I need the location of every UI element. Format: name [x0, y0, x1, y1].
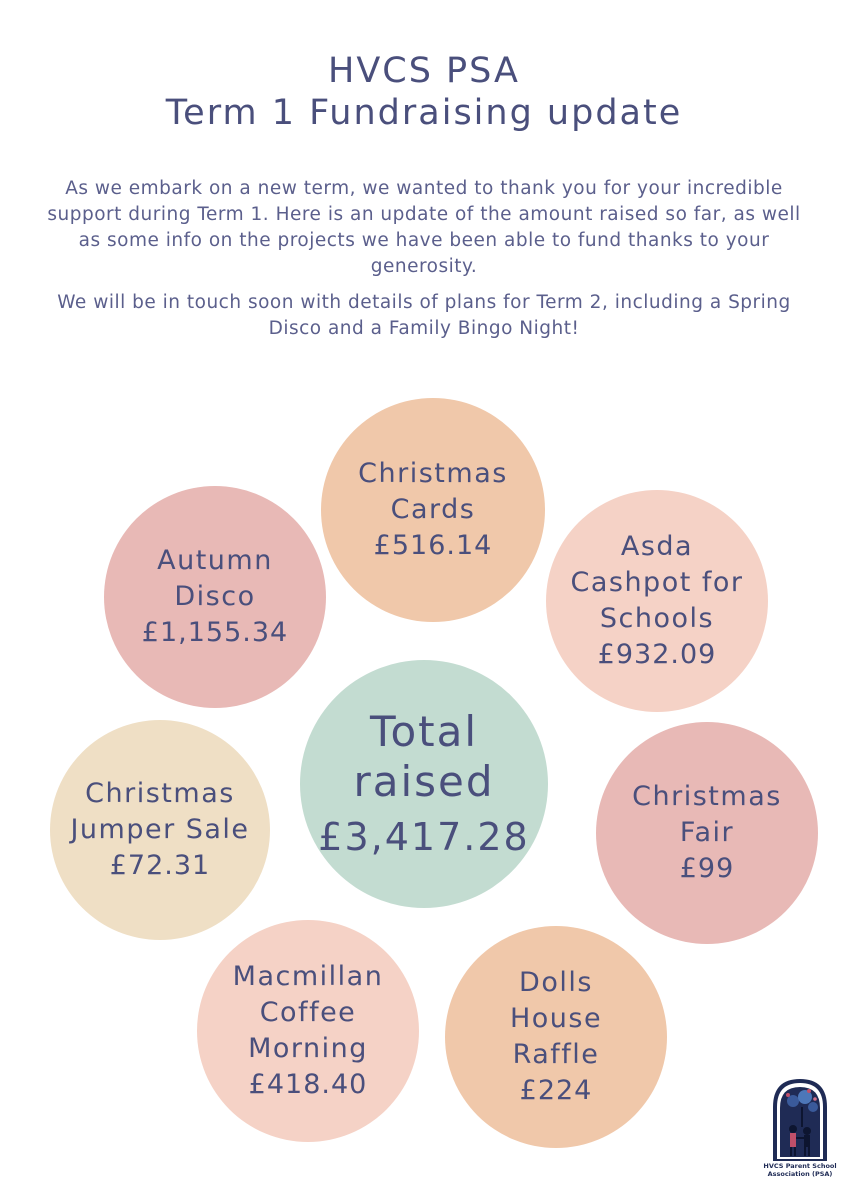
fundraiser-label: Christmas Cards	[358, 458, 508, 525]
circle-macmillan-coffee-morning	[197, 920, 419, 1142]
fundraiser-label: Christmas Jumper Sale	[70, 778, 250, 845]
fundraiser-amount: £99	[679, 853, 735, 884]
circle-christmas-fair	[596, 722, 818, 944]
circle-autumn-disco	[104, 486, 326, 708]
circle-asda-cashpot	[546, 490, 768, 712]
fundraiser-amount: £1,155.34	[141, 617, 289, 648]
fundraiser-amount: £418.40	[248, 1069, 368, 1100]
fundraiser-amount: £932.09	[597, 639, 717, 670]
fundraiser-label: Macmillan Coffee Morning	[232, 961, 384, 1064]
page-subtitle: Term 1 Fundraising update	[165, 93, 683, 133]
fundraiser-label: Autumn Disco	[157, 545, 273, 612]
logo-caption: HVCS Parent School Association (PSA)	[763, 1162, 837, 1178]
fundraiser-label: Asda Cashpot for Schools	[570, 531, 744, 634]
page-title: HVCS PSA	[328, 51, 520, 91]
intro-paragraph-term2: We will be in touch soon with details of plans for Term 2, including a Spring Disco and a Family Bingo Night!	[57, 292, 791, 339]
total-label: Total raised	[353, 707, 495, 806]
circle-total-raised	[300, 660, 548, 908]
total-amount: £3,417.28	[318, 815, 530, 859]
fundraiser-label: Christmas Fair	[632, 781, 782, 848]
fundraiser-amount: £72.31	[109, 850, 211, 881]
circle-christmas-jumper-sale	[50, 720, 270, 940]
fundraiser-amount: £224	[519, 1075, 593, 1106]
intro-paragraph: As we embark on a new term, we wanted to thank you for your incredible support during Term 1. Here is an update of the amount raised so far, as well as some info on the projects we have been able to fund thanks to your generosity.	[47, 178, 801, 277]
school-logo-children-tree-icon	[771, 1077, 829, 1161]
circle-dolls-house-raffle	[445, 926, 667, 1148]
circle-christmas-cards	[321, 398, 545, 622]
fundraiser-amount: £516.14	[373, 530, 493, 561]
fundraiser-label: Dolls House Raffle	[509, 967, 603, 1070]
